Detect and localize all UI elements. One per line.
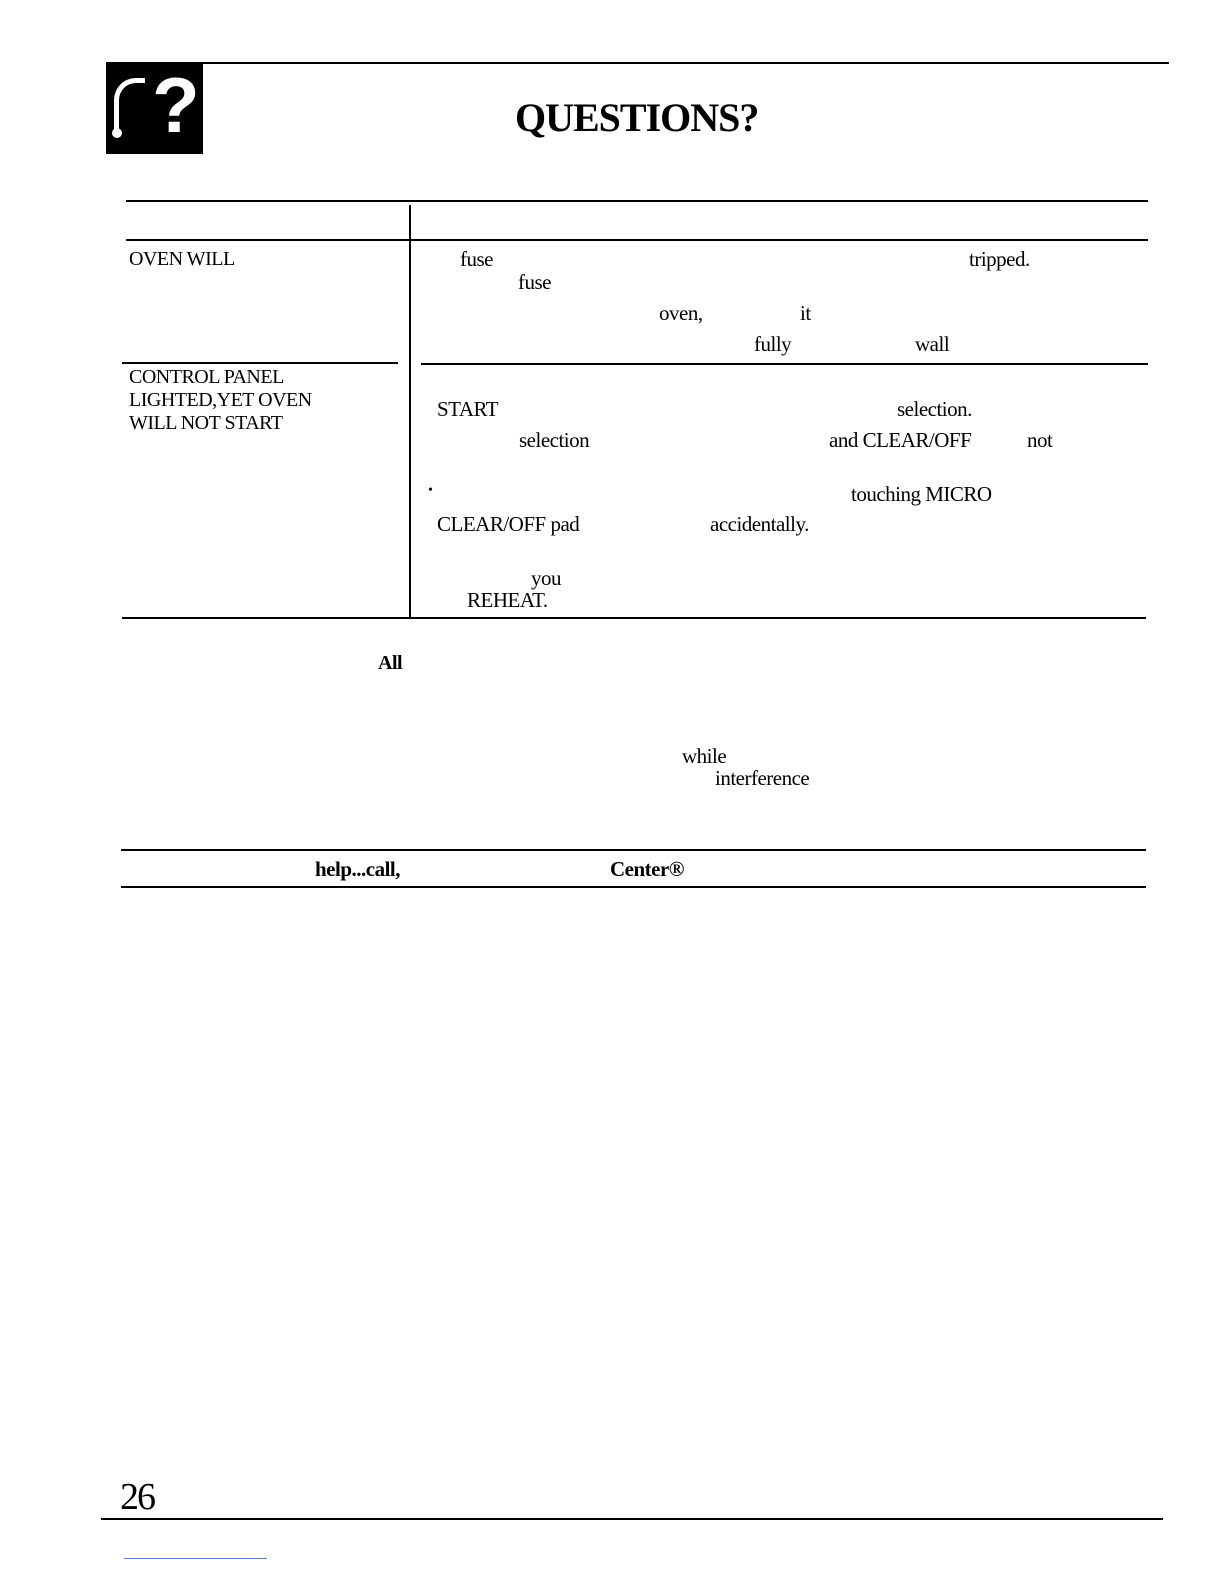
problem-oven-will: OVEN WILL [129,248,235,270]
cause-text: you [531,566,561,590]
cause-text: selection [519,428,590,452]
help-text: help...call, [315,857,401,881]
help-bar-bottom-rule [121,886,1146,888]
ear-shape [114,78,145,129]
table-bottom-rule [122,617,1146,619]
cause-text: REHEAT. [467,588,548,612]
footer-link-underline [124,1558,267,1559]
cause-text: and CLEAR/OFF [829,428,972,452]
cause-text: selection. [897,397,972,421]
note-text: interference [715,766,810,790]
help-bar-top-rule [121,849,1146,851]
table-top-rule [126,200,1148,202]
ear-dot [112,128,122,138]
table-header-bottom-rule [126,239,1148,241]
row-divider-left [122,362,398,364]
page-number: 26 [120,1476,154,1518]
cause-text: wall [915,332,950,356]
cause-text: fully [754,332,792,356]
cause-text: fuse [460,247,493,271]
table-column-divider-header [409,205,411,239]
cause-text: oven, [659,301,703,325]
question-mark-glyph: ? [152,62,200,149]
cause-text: tripped. [969,247,1030,271]
note-text: All [378,652,403,674]
row-divider-right [421,363,1148,365]
cause-text: START [437,397,499,421]
header-rule [106,62,1169,64]
note-text: while [682,744,727,768]
question-ear-icon [106,62,203,154]
bullet: • [428,483,433,498]
problem-control-panel: LIGHTED,YET OVEN [129,389,312,411]
cause-text: CLEAR/OFF pad [437,512,580,536]
cause-text: fuse [518,270,551,294]
problem-control-panel: CONTROL PANEL [129,366,284,388]
cause-text: not [1027,428,1053,452]
footer-rule [101,1518,1163,1520]
help-text: Center® [610,857,684,881]
table-column-divider [409,240,411,618]
page-title: QUESTIONS? [515,95,759,140]
cause-text: accidentally. [710,512,809,536]
cause-text: touching MICRO [851,482,992,506]
cause-text: it [800,301,811,325]
problem-control-panel: WILL NOT START [129,412,283,434]
